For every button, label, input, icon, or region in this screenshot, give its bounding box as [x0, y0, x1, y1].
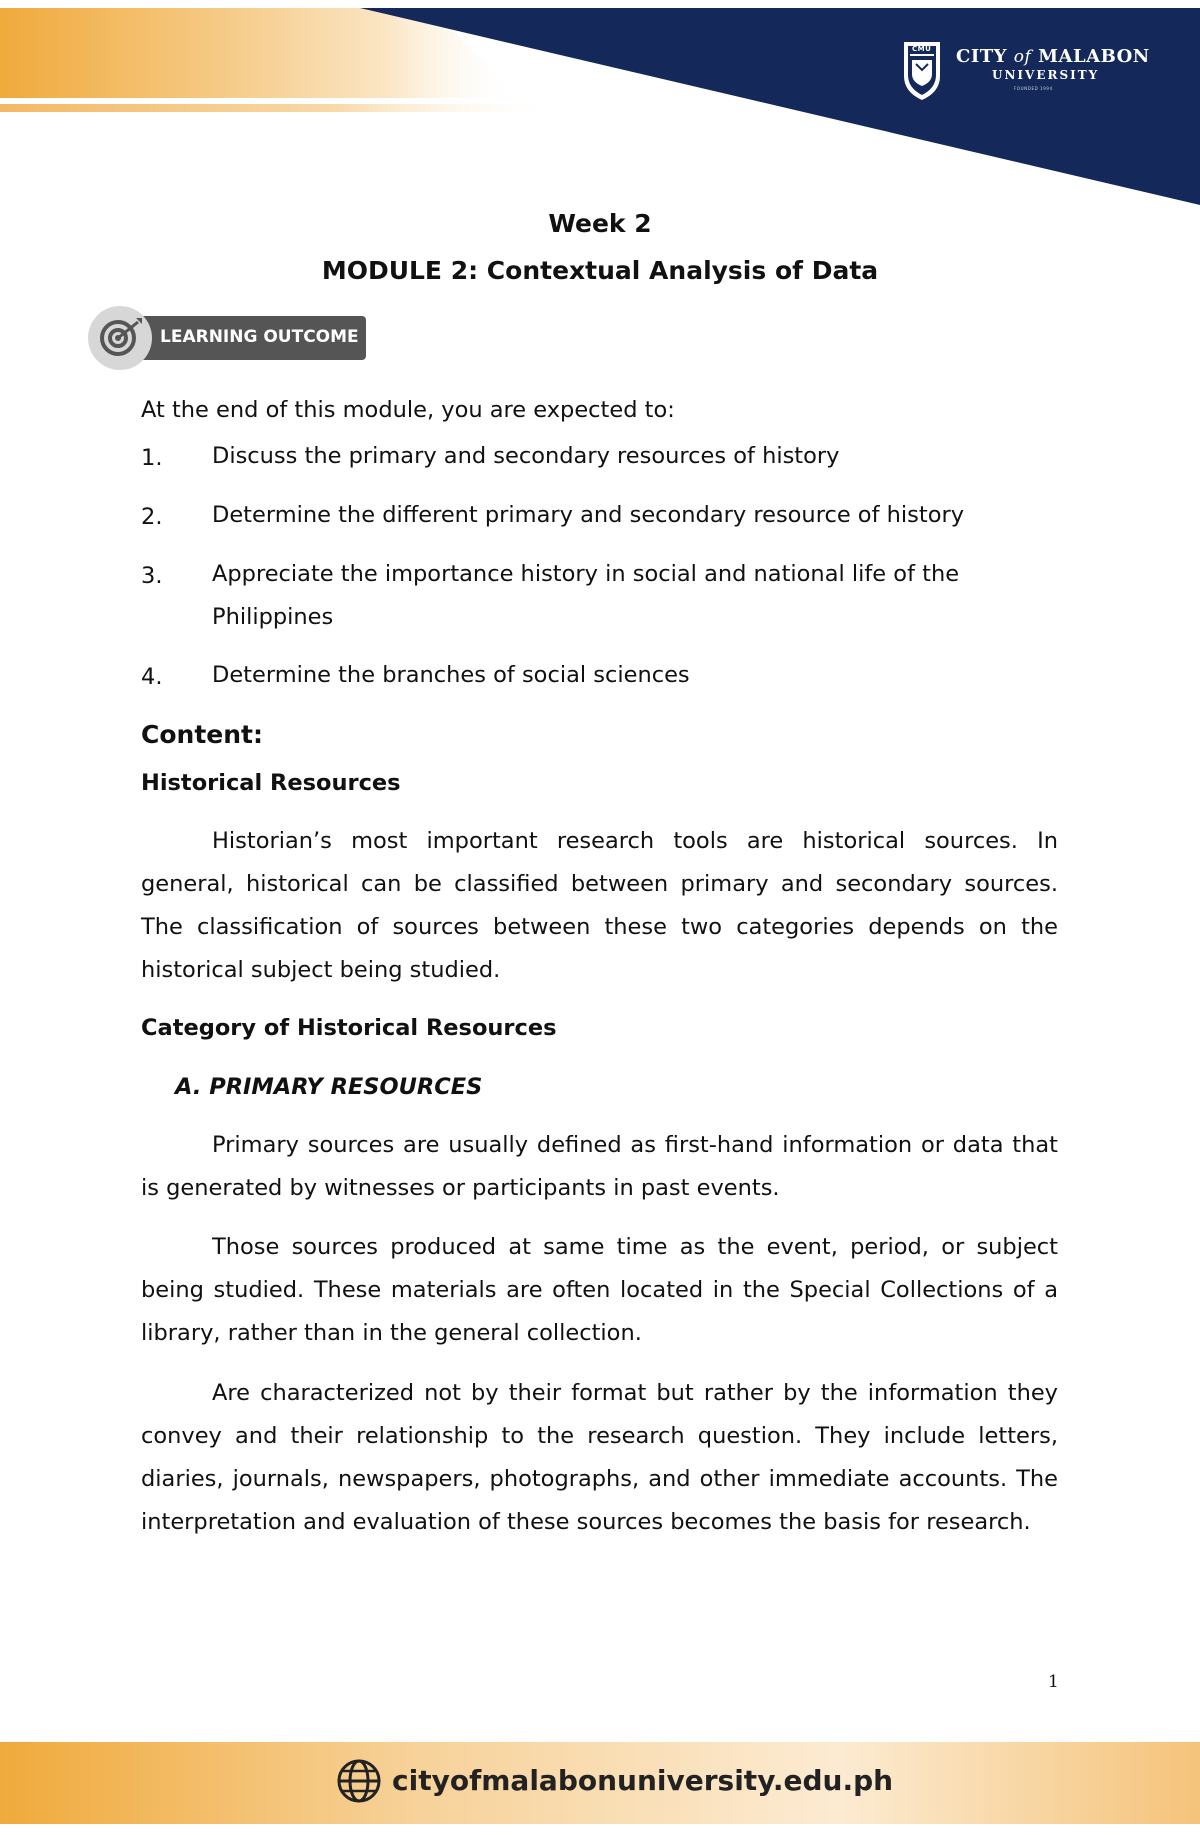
website-url[interactable]: cityofmalabonuniversity.edu.ph — [392, 1764, 894, 1797]
shield-seal-text: CMU — [912, 45, 932, 53]
learning-outcome-badge — [88, 306, 372, 372]
primary-paragraph-2: Those sources produced at same time as the event, period, or subject being studied. These materials are often located in the Special Collections of a library, rather than in the general collection. — [141, 1234, 1058, 1346]
historical-resources-paragraph: Historian’s most important research tools are historical sources. In general, historical can be classified between primary and secondary sources. The classification of sources between these two categories depends on the historical subject being studied. — [141, 828, 1058, 983]
globe-icon — [336, 1758, 382, 1804]
logo-line-2: UNIVERSITY — [992, 68, 1100, 82]
primary-resources-heading: A. PRIMARY RESOURCES — [175, 1074, 483, 1100]
primary-paragraph-1: Primary sources are usually defined as first-hand information or data that is generated by witnesses or participants in past events. — [141, 1132, 1058, 1201]
outcome-text-4: Determine the branches of social sciences — [212, 662, 690, 688]
primary-paragraph-3: Are characterized not by their format but rather by the information they convey and their relationship to the research question. They include letters, diaries, journals, newspapers, photographs, and other immediate accounts. The interpretation and evaluation of these sources becomes the basis for research. — [141, 1380, 1058, 1535]
page-header — [0, 0, 1200, 210]
university-logo — [900, 36, 1150, 106]
module-title: MODULE 2: Contextual Analysis of Data — [321, 256, 879, 285]
week-label: Week 2 — [548, 209, 652, 238]
content-heading: Content: — [141, 720, 263, 749]
outcome-text-3: Appreciate the importance history in social and national life of the Philippines — [212, 561, 960, 630]
page-number: 1 — [1048, 1672, 1059, 1692]
target-icon — [96, 316, 144, 360]
outcome-text-1: Discuss the primary and secondary resources of history — [212, 443, 840, 469]
badge-label: LEARNING OUTCOME — [160, 327, 359, 347]
outcome-number-3: 3. — [141, 563, 163, 589]
logo-line-1: CITY of MALABON — [956, 46, 1150, 67]
outcome-number-1: 1. — [141, 445, 163, 471]
intro-text: At the end of this module, you are expected to: — [141, 397, 675, 423]
outcome-text-2: Determine the different primary and secondary resource of history — [212, 502, 965, 528]
logo-line-3: FOUNDED 1994 — [1014, 86, 1053, 91]
outcome-number-2: 2. — [141, 504, 163, 530]
outcome-number-4: 4. — [141, 664, 163, 690]
category-heading: Category of Historical Resources — [141, 1015, 557, 1041]
historical-resources-heading: Historical Resources — [141, 770, 401, 796]
